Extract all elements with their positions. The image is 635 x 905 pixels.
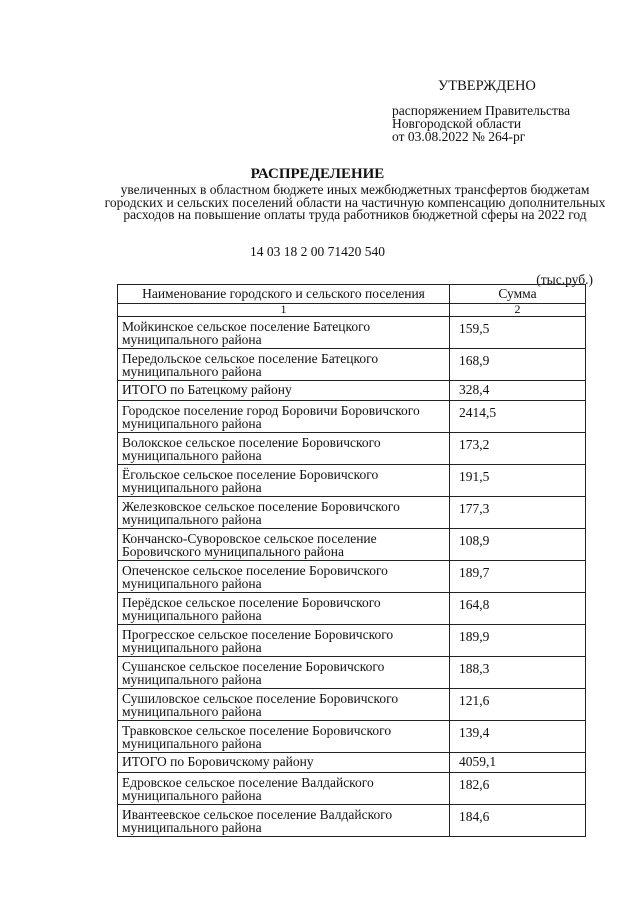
- row-sum: 189,7: [450, 561, 586, 593]
- row-sum: 189,9: [450, 625, 586, 657]
- table-row: [118, 721, 586, 753]
- table-row: [118, 561, 586, 593]
- row-name: Травковское сельское поселение Боровичского муниципального района: [118, 721, 450, 753]
- table-row: [118, 401, 586, 433]
- budget-code: 14 03 18 2 00 71420 540: [250, 244, 385, 259]
- header-sum: Сумма: [450, 285, 586, 304]
- row-name: Мойкинское сельское поселение Батецкого муниципального района: [118, 317, 450, 349]
- row-sum: 328,4: [450, 381, 586, 401]
- unit-label: (тыс.руб.): [536, 272, 593, 287]
- row-name: Железковское сельское поселение Боровичского муниципального района: [118, 497, 450, 529]
- row-sum: 191,5: [450, 465, 586, 497]
- row-sum: 184,6: [450, 805, 586, 837]
- col-number-1: 1: [118, 304, 450, 317]
- row-sum: 121,6: [450, 689, 586, 721]
- row-name: Сушиловское сельское поселение Боровичского муниципального района: [118, 689, 450, 721]
- table-row: [118, 465, 586, 497]
- row-sum: 177,3: [450, 497, 586, 529]
- row-sum: 108,9: [450, 529, 586, 561]
- distribution-table: [117, 284, 586, 837]
- row-name: Кончанско-Суворовское сельское поселение Боровичского муниципального района: [118, 529, 450, 561]
- row-name: Ёгольское сельское поселение Боровичского муниципального района: [118, 465, 450, 497]
- table-row: [118, 433, 586, 465]
- row-name: Опеченское сельское поселение Боровичского муниципального района: [118, 561, 450, 593]
- col-number-2: 2: [450, 304, 586, 317]
- approval-stamp: [392, 80, 627, 143]
- row-name: ИТОГО по Батецкому району: [118, 381, 450, 401]
- table-row-total: [118, 381, 586, 401]
- header-name: Наименование городского и сельского поселения: [118, 285, 450, 304]
- approval-line-1: распоряжением Правительства: [392, 103, 571, 118]
- row-sum: 159,5: [450, 317, 586, 349]
- table-row: [118, 657, 586, 689]
- row-name: Перёдское сельское поселение Боровичского муниципального района: [118, 593, 450, 625]
- row-name: Городское поселение город Боровичи Боровичского муниципального района: [118, 401, 450, 433]
- table-row-total: [118, 753, 586, 773]
- row-name: Сушанское сельское поселение Боровичского муниципального района: [118, 657, 450, 689]
- document-title: РАСПРЕДЕЛЕНИЕ: [250, 166, 385, 182]
- table-row: [118, 805, 586, 837]
- table-row: [118, 529, 586, 561]
- table-row: [118, 497, 586, 529]
- document-subtitle: увеличенных в областном бюджете иных межбюджетных трансфертов бюджетам городских и сельских поселений области на частичную компенсацию дополнительных расходов на повышение оплаты труда работников бюджетной сферы на 2022 год: [104, 182, 606, 222]
- row-name: Волокское сельское поселение Боровичского муниципального района: [118, 433, 450, 465]
- row-name: Едровское сельское поселение Валдайского муниципального района: [118, 773, 450, 805]
- row-name: Прогресское сельское поселение Боровичского муниципального района: [118, 625, 450, 657]
- row-sum: 188,3: [450, 657, 586, 689]
- row-sum: 2414,5: [450, 401, 586, 433]
- approval-line-2: Новгородской области: [392, 116, 522, 131]
- approval-line-3: от 03.08.2022 № 264-рг: [392, 129, 526, 144]
- row-sum: 173,2: [450, 433, 586, 465]
- table-row: [118, 689, 586, 721]
- row-name: Передольское сельское поселение Батецкого муниципального района: [118, 349, 450, 381]
- row-sum: 139,4: [450, 721, 586, 753]
- approval-title: УТВЕРЖДЕНО: [438, 78, 536, 94]
- row-name: ИТОГО по Боровичскому району: [118, 753, 450, 773]
- table-row: [118, 593, 586, 625]
- table-row: [118, 625, 586, 657]
- table-row: [118, 773, 586, 805]
- row-sum: 182,6: [450, 773, 586, 805]
- row-sum: 4059,1: [450, 753, 586, 773]
- table-row: [118, 349, 586, 381]
- row-sum: 168,9: [450, 349, 586, 381]
- row-name: Ивантеевское сельское поселение Валдайского муниципального района: [118, 805, 450, 837]
- table-row: [118, 317, 586, 349]
- row-sum: 164,8: [450, 593, 586, 625]
